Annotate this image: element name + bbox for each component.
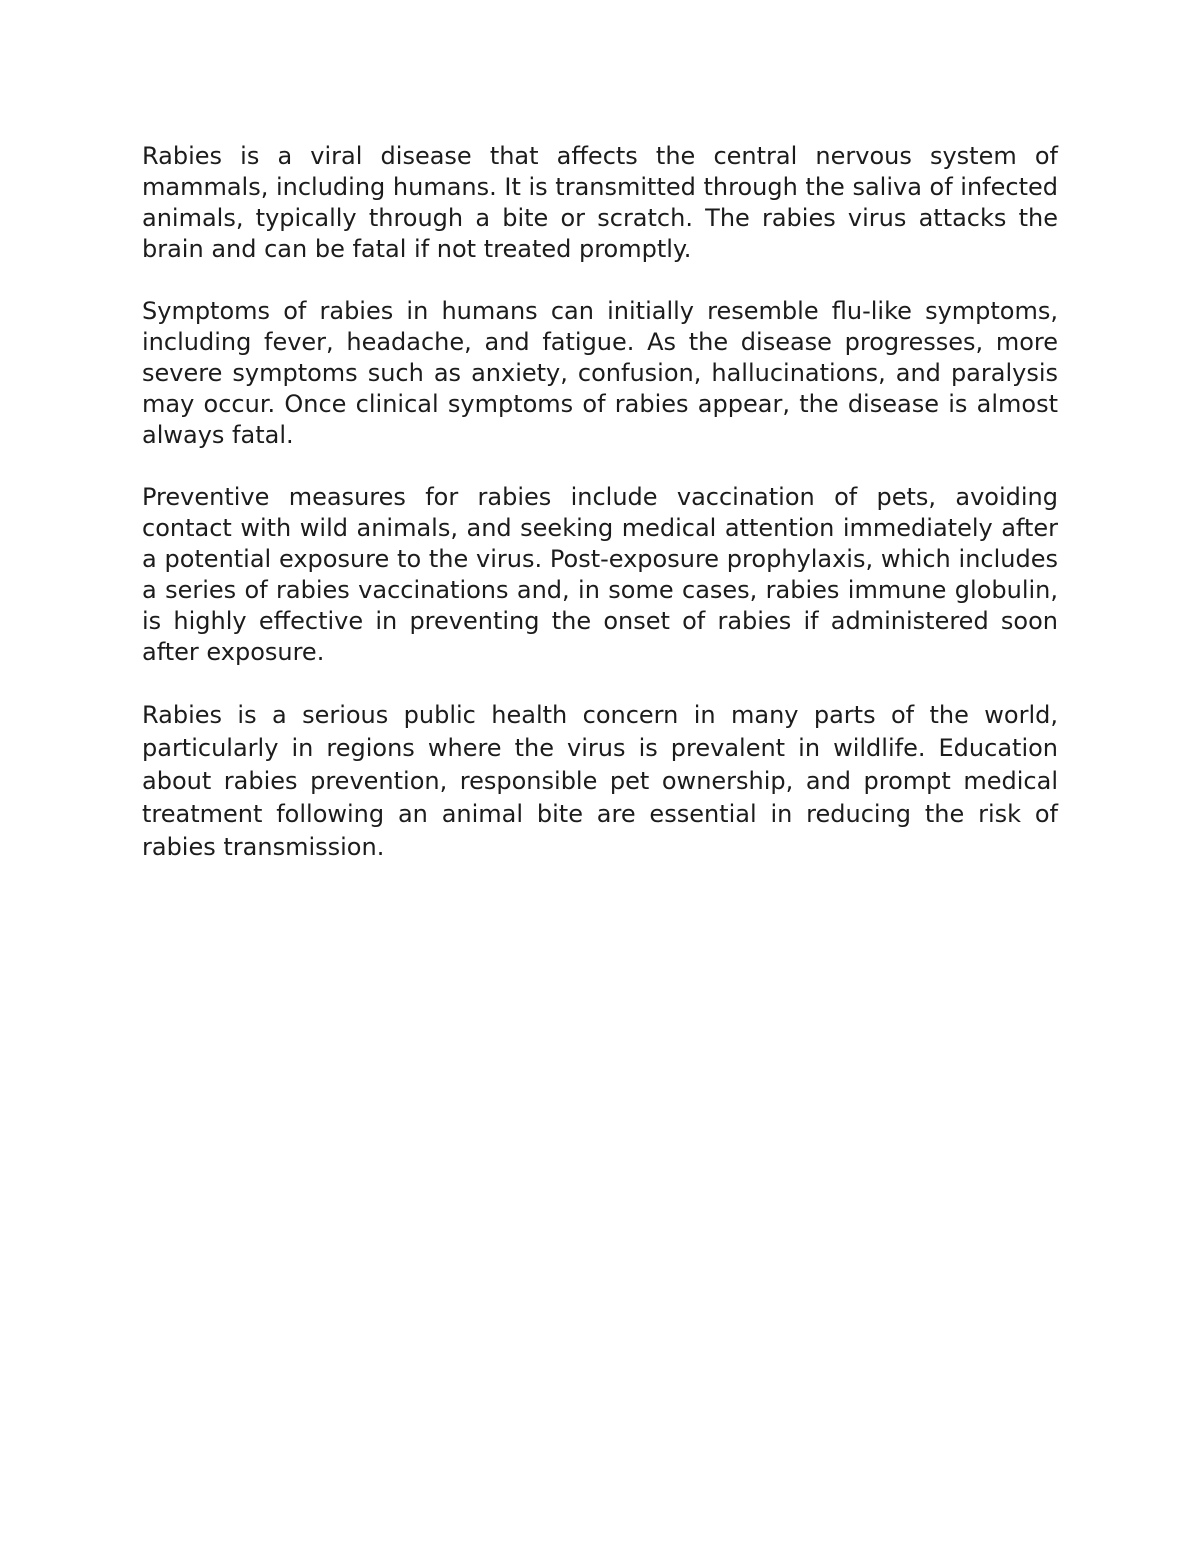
paragraph-symptoms: Symptoms of rabies in humans can initially resemble flu-like symptoms, including fever, headache, and fatigue. As the disease progresses, more severe symptoms such as anxiety, confusion, hallucinations, and paralysis may occur. Once clinical symptoms of rabies appear, the disease is almost always fatal.: [142, 297, 1058, 449]
paragraph-public-health: Rabies is a serious public health concern in many parts of the world, particularly in regions where the virus is prevalent in wildlife. Education about rabies prevention, responsible pet ownership, and prompt medical treatment following an animal bite are essential in reducing the risk of rabies transmission.: [142, 701, 1058, 861]
paragraph-rabies-overview: Rabies is a viral disease that affects the central nervous system of mammals, including humans. It is transmitted through the saliva of infected animals, typically through a bite or scratch. The rabies virus attacks the brain and can be fatal if not treated promptly.: [142, 142, 1058, 263]
document-body: [142, 141, 1058, 895]
paragraph-prevention: Preventive measures for rabies include vaccination of pets, avoiding contact with wild animals, and seeking medical attention immediately after a potential exposure to the virus. Post-exposure prophylaxis, which includes a series of rabies vaccinations and, in some cases, rabies immune globulin, is highly effective in preventing the onset of rabies if administered soon after exposure.: [142, 483, 1058, 666]
